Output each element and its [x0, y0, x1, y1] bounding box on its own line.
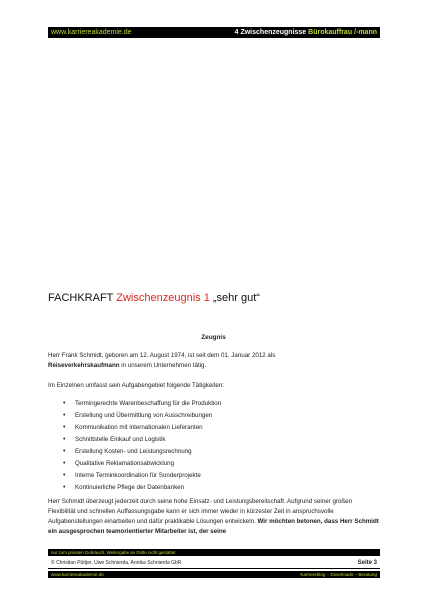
header-url[interactable]: www.karriereakademie.de — [51, 29, 132, 36]
list-item-text: Erstellung Kosten- und Leistungsrechnung — [75, 448, 192, 455]
heading-red-part: Zwischenzeugnis 1 — [116, 292, 210, 304]
list-item — [48, 410, 221, 422]
list-item — [48, 422, 221, 434]
footer-tagline: Karriereblog – Downloads – Beratung — [300, 572, 377, 577]
intro-job-title: Reiseverkehrskaufmann — [48, 362, 120, 369]
list-item-text: Interne Terminkoordination für Sonderprojekte — [75, 472, 201, 479]
bullet-icon: • — [63, 460, 66, 467]
footer-notice: nur zum privaten Gebrauch, Weitergabe an Dritte nicht gestattet — [51, 550, 176, 555]
closing-paragraph — [48, 497, 380, 537]
header-title — [235, 29, 377, 36]
list-item-text: Termingerechte Warenbeschaffung für die Produktion — [75, 400, 222, 407]
footer-bottom-bar — [48, 571, 380, 578]
page-number: Seite 3 — [357, 560, 377, 566]
header-title-green: Bürokauffrau /-mann — [308, 29, 377, 36]
page-heading — [48, 292, 260, 304]
list-item — [48, 398, 221, 410]
bullet-icon: • — [63, 448, 66, 455]
document-subheading: Zeugnis — [201, 334, 226, 341]
list-item-text: Kontinuierliche Pflege der Datenbanken — [75, 484, 185, 491]
bullet-icon: • — [63, 424, 66, 431]
header-bar — [48, 27, 380, 38]
list-item-text: Schnittstelle Einkauf und Logistik — [75, 436, 166, 443]
tasks-list — [48, 398, 221, 494]
bullet-icon: • — [63, 436, 66, 443]
list-item-text: Erstellung und Übermittlung von Ausschreibungen — [75, 412, 213, 419]
tasks-intro: Im Einzelnen umfasst sein Aufgabengebiet folgende Tätigkeiten: — [48, 382, 225, 389]
bullet-icon: • — [63, 400, 66, 407]
intro-text-b: in unserem Unternehmen tätig. — [119, 362, 207, 369]
list-item-text: Kommunikation mit internationalen Lieferanten — [75, 424, 203, 431]
closing-text: Herr Schmidt überzeugt jederzeit durch seine hohe Einsatz- und Leistungsbereitschaft. Aufgrund seiner großen Flexibilität und schnellen Auffassungsgabe kann er sich immer wieder in kürzester Zeit in anspruchsvolle Aufgabenstellungen einarbeiten und dafür praktikable Lösungen entwickeln. — [48, 498, 353, 525]
heading-suffix: „sehr gut“ — [209, 292, 260, 304]
list-item — [48, 470, 221, 482]
intro-paragraph — [48, 351, 380, 371]
bullet-icon: • — [63, 484, 66, 491]
footer-info-row — [48, 558, 380, 569]
list-item-text: Qualitative Reklamationsabwicklung — [75, 460, 175, 467]
list-item — [48, 458, 221, 470]
list-item — [48, 446, 221, 458]
header-title-white: 4 Zwischenzeugnisse — [234, 29, 309, 36]
bullet-icon: • — [63, 472, 66, 479]
footer-notice-bar — [48, 549, 380, 556]
footer-url[interactable]: www.karriereakademie.de — [51, 572, 104, 577]
list-item — [48, 434, 221, 446]
heading-prefix: FACHKRAFT — [48, 292, 117, 304]
list-item — [48, 482, 221, 494]
intro-text-a: Herr Frank Schmidt, geboren am 12. August 1974, ist seit dem 01. Januar 2012 als — [48, 352, 276, 359]
footer-copyright: © Christian Püttjer, Uwe Schnierda, Annika Schnierda GbR — [51, 560, 182, 566]
closing-bold-text: Wir möchten betonen, dass Herr Schmidt ein ausgesprochen teamorientierter Mitarbeiter ist, der seine — [48, 518, 379, 535]
bullet-icon: • — [63, 412, 66, 419]
